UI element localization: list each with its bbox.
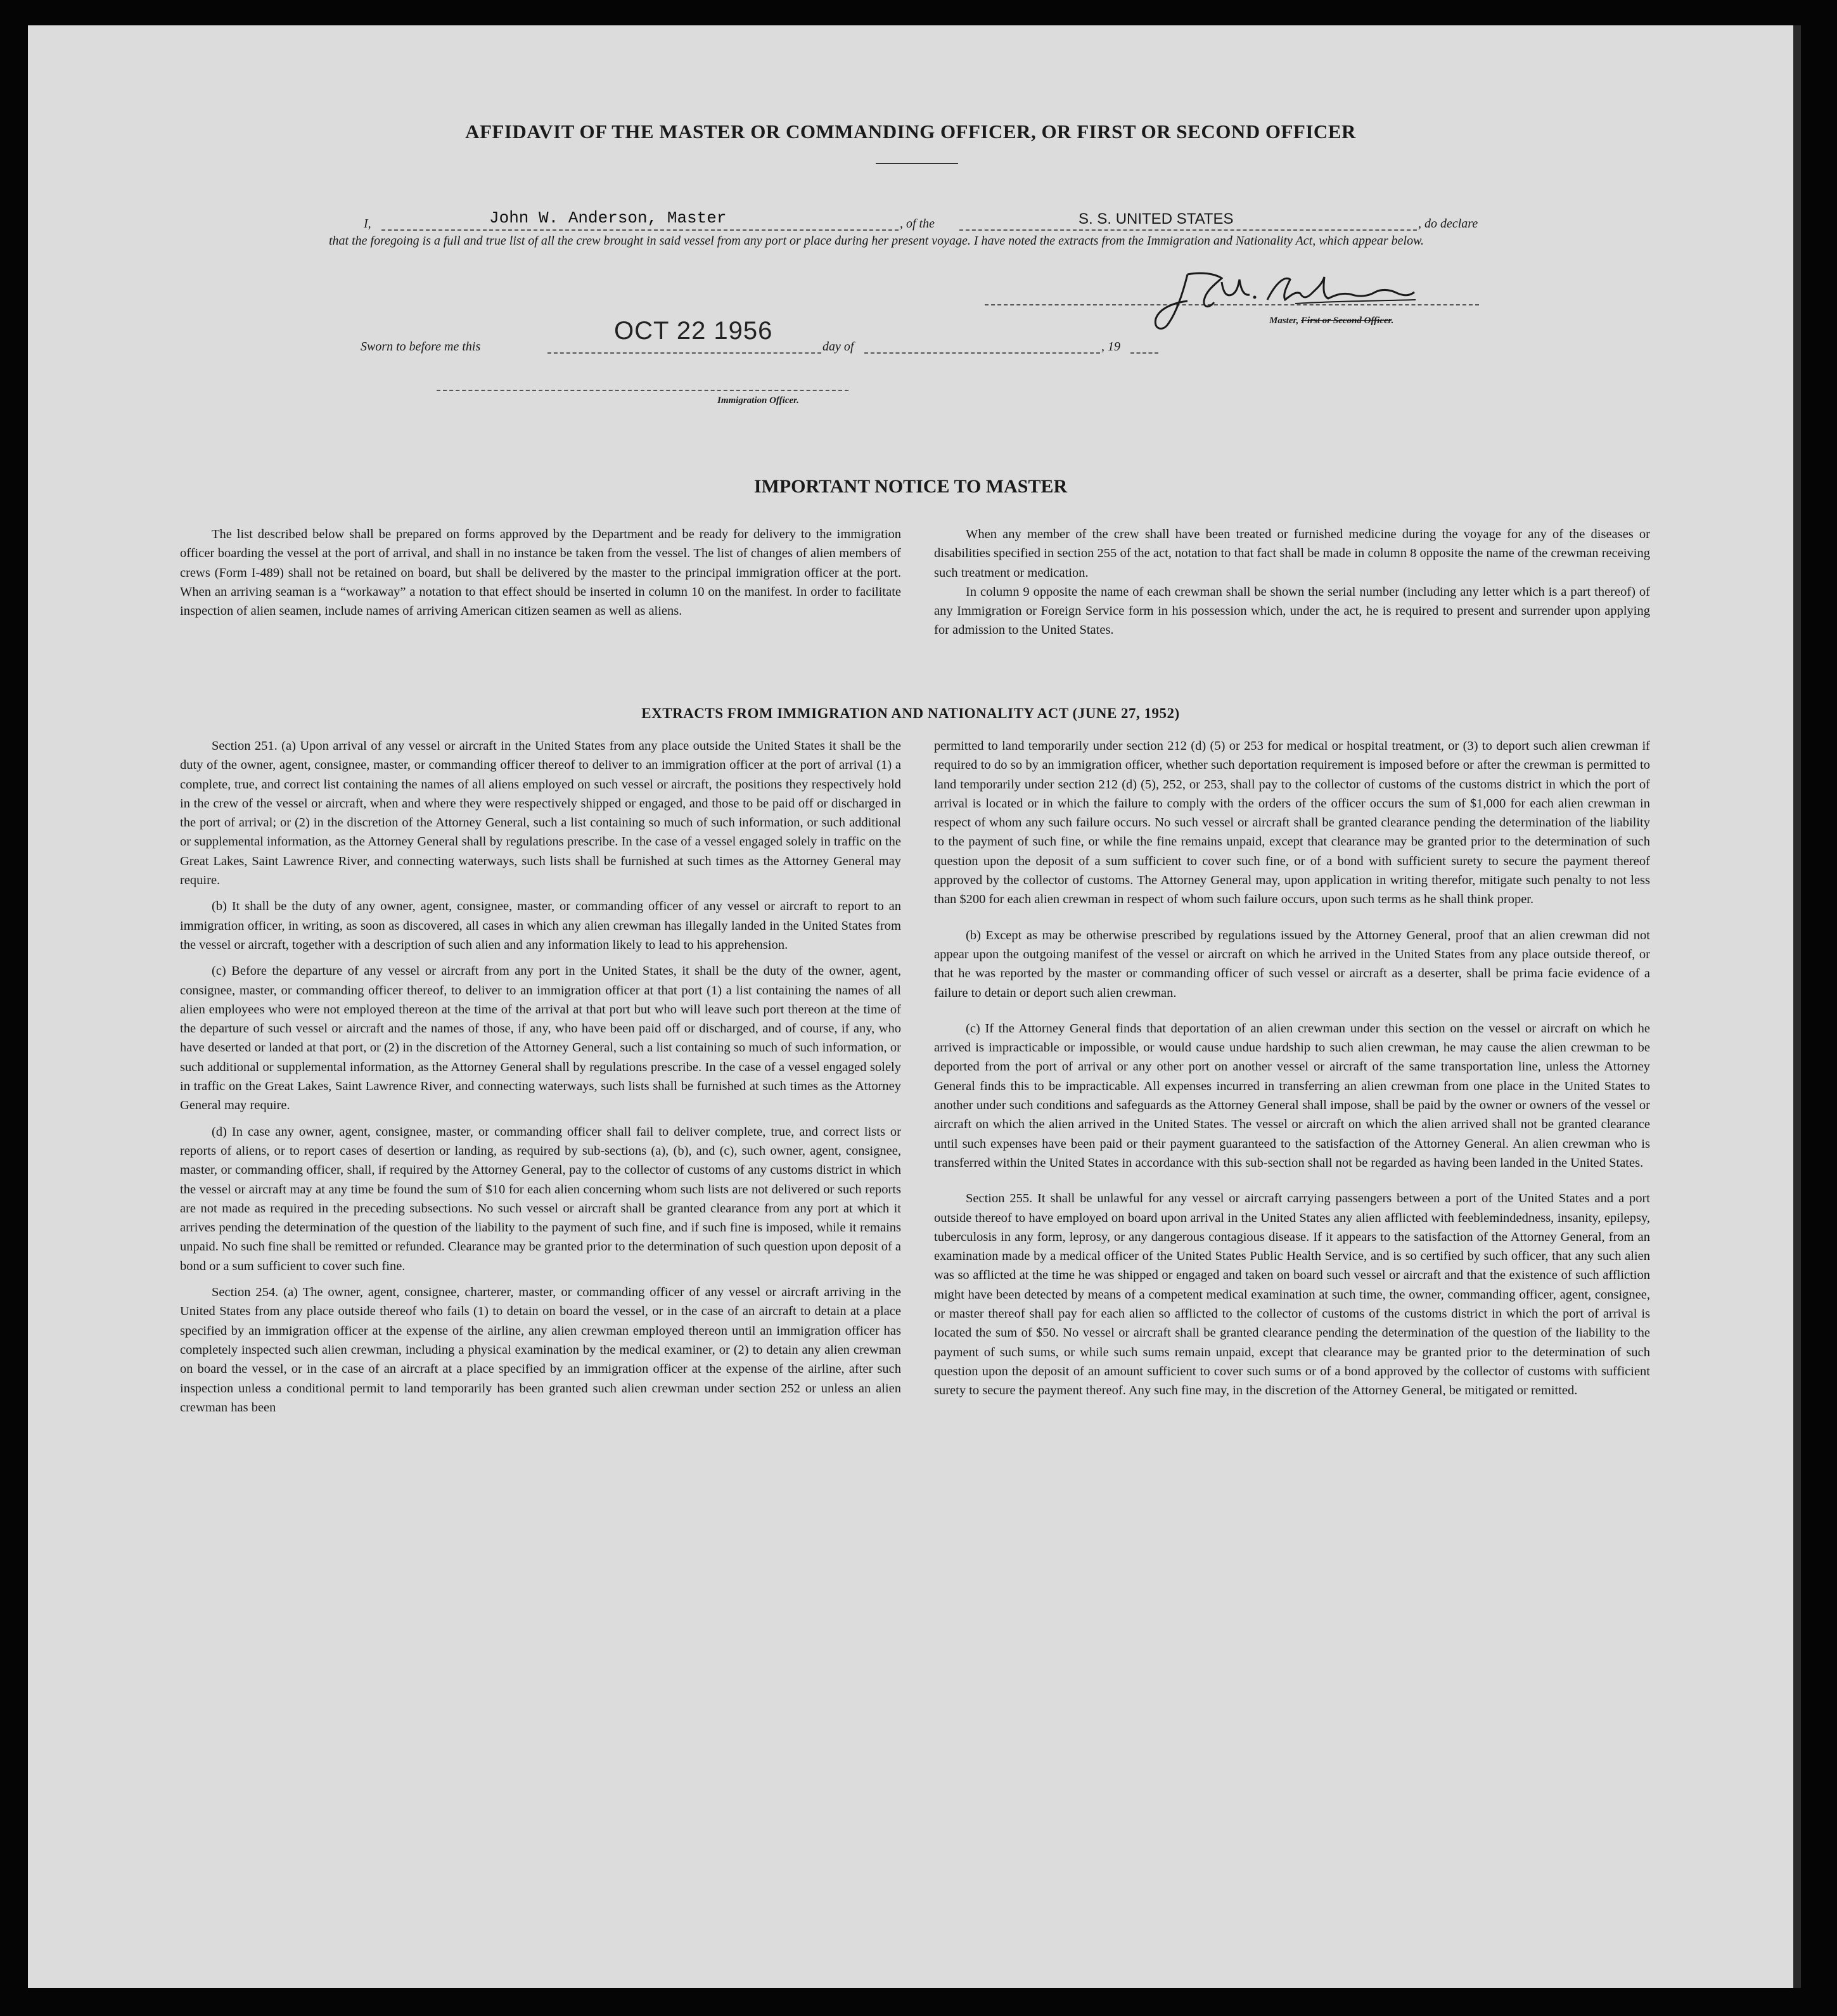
signer-caption-master: Master, [1269,316,1299,326]
notice-left-paragraph: The list described below shall be prepared on forms approved by the Department and be ready for delivery to the immigration officer boarding the vessel at the port of arrival, and shall in no instance be taken from the vessel. The list of changes of alien members of crews (Form I-489) shall not be retained on board, but shall be delivered by the master to the principal immigration officer at the port. When an arriving seaman is a “workaway” a notation to that effect should be inserted in column 10 on the manifest. In order to facilitate inspection of alien seamen, include names of arriving American citizen seamen as well as aliens. [180,527,901,619]
section-254-a-continued: permitted to land temporarily under section 212 (d) (5) or 253 for medical or hospital treatment, or (3) to deport such alien crewman if required to do so by an immigration officer, whether such deportation requirement is imposed before or after the crewman is permitted to land temporarily under section 212 (d) (5), 252, or 253, shall pay to the collector of customs of the customs district in which the port of arrival is located or in which the failure to comply with the orders of the officer occurs the sum of $1,000 for each alien crewman in respect of whom any such failure occurs. No such vessel or aircraft shall be granted clearance pending the determination of the liability to the payment of such fine, or while the fine remains unpaid, except that clearance may be granted prior to the determination of such question upon the deposit of a sum sufficient to cover such fine, or of a bond with sufficient surety to secure the payment thereof approved by the collector of customs. The Attorney General may, upon application in writing therefor, mitigate such penalty to not less than $200 for each alien crewman in respect of whom such failure occurs, upon such terms as he shall think proper. [934,739,1650,907]
section-254-c: (c) If the Attorney General finds that deportation of an alien crewman under this section on the vessel or aircraft on which he arrived is impracticable or impossible, or would cause undue hardship to such alien crewman, he may cause the alien crewman to be deported from the port of arrival or any other port on another vessel or aircraft of the same transportation line, unless the Attorney General finds this to be impracticable. All expenses incurred in transferring an alien crewman from one place in the United States to another under such conditions and safeguards as the Attorney General shall impose, shall be paid by the owner or owners of the vessel or aircraft on which the alien arrived in the United States. The vessel or aircraft on which the alien arrived shall not be granted clearance until such expenses have been paid or their payment guaranteed to the satisfaction of the Attorney General. An alien crewman who is transferred within the United States in accordance with this sub-section shall not be regarded as having been landed in the United States. [934,1021,1650,1170]
officer-caption: Immigration Officer. [717,395,799,406]
section-251-a: Section 251. (a) Upon arrival of any vessel or aircraft in the United States from any place outside the United States it shall be the duty of the owner, agent, consignee, master, or commanding officer thereof to deliver to an immigration officer at the port of arrival (1) a complete, true, and correct list containing the names of all aliens employed on such vessel or aircraft, the positions they respectively hold in the crew of the vessel or aircraft, when and where they were respectively shipped or engaged, and those to be paid off or discharged in the port of arrival; or (2) in the discretion of the Attorney General, such a list containing so much of such information, or such additional or supplemental information, as the Attorney General shall by regulations prescribe. In the case of a vessel engaged solely in traffic on the Great Lakes, Saint Lawrence River, and connecting waterways, such lists shall be furnished at such times as the Attorney General may require. [180,739,901,888]
signature-text: J.W. Anderson [1143,263,1147,264]
notice-right-paragraph-2: In column 9 opposite the name of each crewman shall be shown the serial number (including any letter which is a part thereof) of any Immigration or Foreign Service form in his possession which, under the act, he is required to present and surrender upon applying for admission to the United States. [934,584,1650,638]
date-stamp: OCT 22 1956 [614,317,773,345]
signer-caption-struck: First or Second Officer [1301,316,1392,326]
section-254-b: (b) Except as may be otherwise prescribed by regulations issued by the Attorney General, proof that an alien crewman did not appear upon the outgoing manifest of the vessel or aircraft on which he arrived in the United States from any place outside thereof, or that he was reported by the master or commanding officer of such vessel or aircraft as a deserter, shall be prima facie evidence of a failure to detain or deport such alien crewman. [934,928,1650,1000]
affidavit-title: AFFIDAVIT OF THE MASTER OR COMMANDING OFFICER, OR FIRST OR SECOND OFFICER [465,120,1356,143]
section-251-c: (c) Before the departure of any vessel or aircraft from any port in the United States, it shall be the duty of the owner, agent, consignee, master, or commanding officer thereof, to deliver to an immigration officer at that port (1) a list containing the names of all alien employees who were not employed thereon at the time of the arrival at that port but who will leave such port thereon at the time of the departure of such vessel or aircraft and the names of those, if any, who have been paid off or discharged, and of course, if any, who have deserted or landed at that port, or (2) in the discretion of the Attorney General, such a list containing so much of such information, or such additional or supplemental information, as the Attorney General shall by regulations prescribe. In the case of a vessel engaged solely in traffic on the Great Lakes, Saint Lawrence River, and connecting waterways, such lists shall be furnished at such times as the Attorney General may require. [180,964,901,1113]
extracts-title: EXTRACTS FROM IMMIGRATION AND NATIONALITY ACT (JUNE 27, 1952) [641,705,1180,721]
month-field [864,333,1100,354]
section-254-a: Section 254. (a) The owner, agent, consignee, charterer, master, or commanding officer of any vessel or aircraft arriving in the United States from any place outside thereof who fails (1) to detain on board the vessel, or in the case of an aircraft to detain at a place specified by an immigration officer at the expense of the airline, any alien crewman employed thereon until an immigration officer has completely inspected such alien crewman, including a physical examination by the medical examiner, or (2) to detain any alien crewman on board the vessel, or in the case of an aircraft at a place specified by an immigration officer at the expense of the airline, after such inspection unless a conditional permit to land temporarily has been granted such alien crewman under section 252 or unless an alien crewman has been [180,1285,901,1415]
section-251-b: (b) It shall be the duty of any owner, agent, consignee, master, or commanding officer of any vessel or aircraft to report to an immigration officer, in writing, as soon as discovered, all cases in which any alien crewman has illegally landed in the United States from the vessel or aircraft, together with a description of such alien and any information likely to lead to his apprehension. [180,899,901,952]
of-the-label: , of the [900,217,935,231]
sworn-date-field [547,317,821,354]
do-declare-label: , do declare [1418,217,1478,231]
title-rule [876,163,958,164]
signer-caption-end: . [1391,316,1394,326]
section-255: Section 255. It shall be unlawful for any vessel or aircraft carrying passengers between a port of the United States and a port outside thereof to have employed on board upon arrival in the United States any alien afflicted with feeblemindedness, insanity, epilepsy, tuberculosis in any form, leprosy, or any dangerous contagious disease. If it appears to the satisfaction of the Attorney General, from an examination made by a medical officer of the United States Public Health Service, and is so certified by such officer, that any such alien was so afflicted at the time he was shipped or engaged and taken on board such vessel or aircraft and that the existence of such affliction might have been detected by means of a competent medical examination at such time, the owner, commanding officer, agent, consignee, or master thereof shall pay for each alien so afflicted to the collector of customs of the customs district in which the port of arrival is located the sum of $50. No vessel or aircraft shall be granted clearance pending the determination of the question of the liability to the payment of such sums, or while such sums remain unpaid, except that clearance may be granted prior to the determination of such question upon the deposit of an amount sufficient to cover such sums or of a bond approved by the collector of customs with sufficient surety to secure the payment thereof. Any such fine may, in the discretion of the Attorney General, be mitigated or remitted. [934,1191,1650,1398]
declaration-text: that the foregoing is a full and true list of all the crew brought in said vessel from any port or place during her present voyage. I have noted the extracts from the Immigration and Nationality Act, which appear below. [329,234,1424,248]
year-prefix: , 19 [1101,340,1120,354]
sworn-label: Sworn to before me this [361,340,481,354]
signer-caption [1269,316,1393,326]
day-of-label: day of [822,340,854,354]
affidavit-page [28,25,1793,1988]
section-251-d: (d) In case any owner, agent, consignee, master, or commanding officer shall fail to deliver complete, true, and correct lists or reports of aliens, or to report cases of desertion or landing, as required by sub-sections (a), (b), and (c), such owner, agent, consignee, master, or commanding officer, shall, if required by the Attorney General, pay to the collector of customs of any customs district in which the vessel or aircraft may at any time be found the sum of $10 for each alien concerning whom such lists are not delivered or such reports are not made as required in the preceding subsections. No such vessel or aircraft shall be granted clearance from any port at which it arrives pending the determination of the question of the liability to the payment of such fine, and if such fine is imposed, while it remains unpaid. No such fine shall be remitted or refunded. Clearance may be granted prior to the determination of such question upon deposit of a bond or a sum sufficient to cover such fine. [180,1124,901,1273]
page-edge-shadow [1793,25,1801,1988]
name-value: John W. Anderson, Master [489,209,727,228]
pronoun-label: I, [364,217,371,231]
vessel-value: S. S. UNITED STATES [1079,210,1234,228]
officer-signature-line [437,390,848,391]
notice-right-column [934,525,1650,647]
signature-graphic [1143,263,1460,339]
extracts-right-column [934,736,1650,1408]
extracts-left-column [180,736,901,1424]
notice-right-paragraph-1: When any member of the crew shall have been treated or furnished medicine during the voyage for any of the diseases or disabilities specified in section 255 of the act, notation to that fact shall be made in column 8 opposite the name of the crewman receiving such treatment or medication. [934,527,1650,580]
notice-title: IMPORTANT NOTICE TO MASTER [753,476,1068,497]
notice-left-column [180,525,901,627]
year-field [1130,333,1158,354]
